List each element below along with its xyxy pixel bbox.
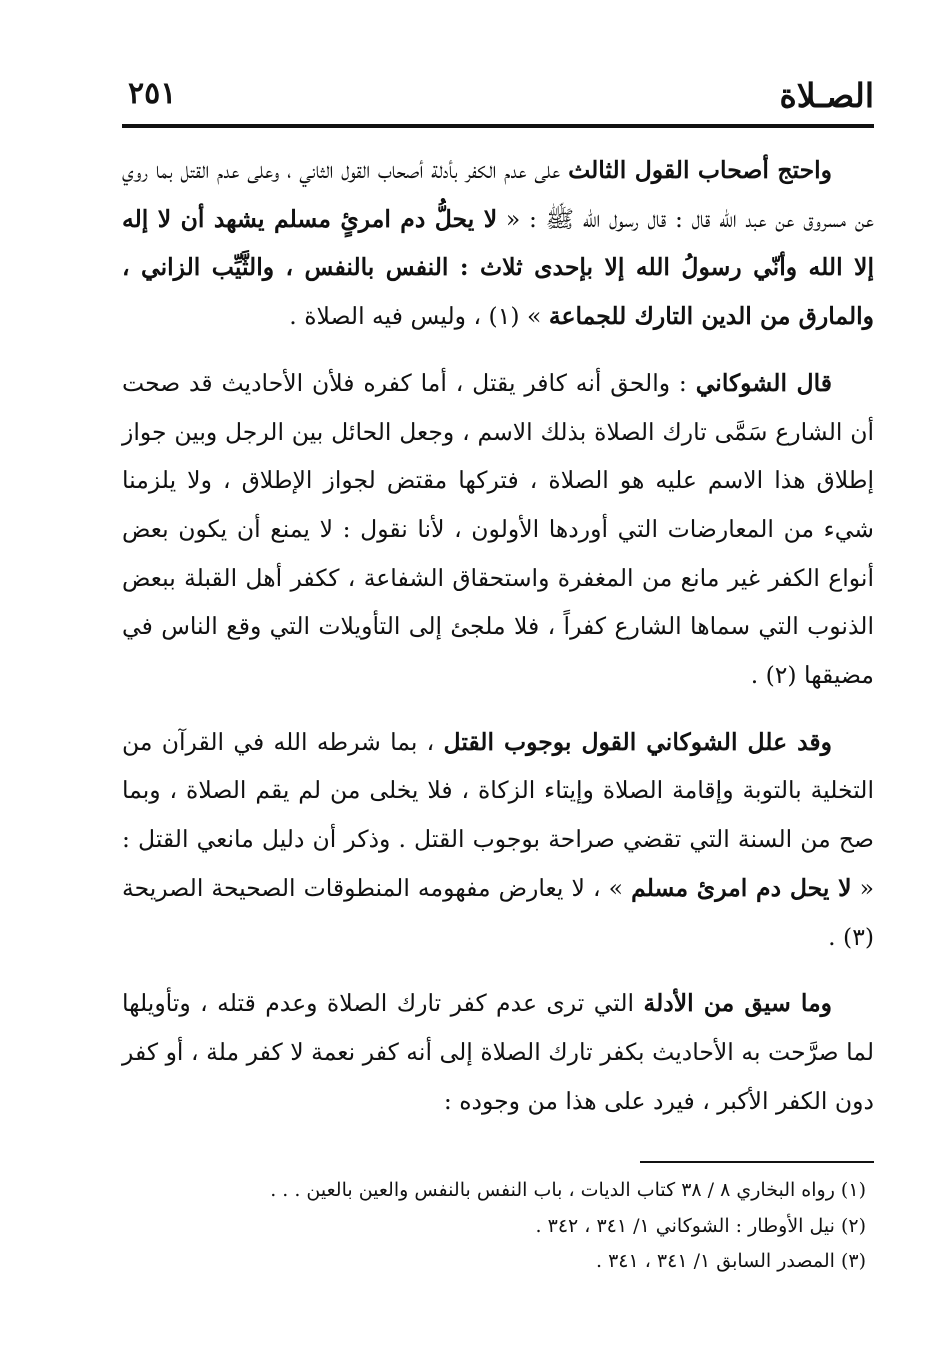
- page-number: ٢٥١: [128, 76, 177, 111]
- paragraph-evidence: [122, 979, 874, 1125]
- bold-phrase: واحتج أصحاب القول الثالث: [568, 156, 832, 184]
- paragraph-text: على عدم الكفر بأدلة أصحاب القول الثاني ، وعلى عدم القتل بما روي عن مسروق عن عبد الله قال : قال رسول الله ﷺ : «: [122, 156, 874, 233]
- paragraph-shawkani: [122, 359, 874, 700]
- paragraph-text: » (١) ، وليس فيه الصلاة .: [289, 302, 549, 331]
- footnote-2: (٢) نيل الأوطار : الشوكاني ١/ ٣٤١ ، ٣٤٢ .: [535, 1214, 866, 1237]
- paragraph-third-opinion: [122, 146, 874, 341]
- footnote-3: (٣) المصدر السابق ١/ ٣٤١ ، ٣٤١ .: [595, 1250, 866, 1272]
- paragraph-text: التي ترى عدم كفر تارك الصلاة وعدم قتله ، وتأويلها لما صرَّحت به الأحاديث بكفر تارك الصلاة إلى أنه كفر نعمة لا كفر ملة ، أو كفر دون الكفر الأكبر ، فيرد على هذا من وجوده :: [122, 989, 874, 1115]
- running-title: الصـلاة: [779, 76, 874, 115]
- bold-phrase: قال الشوكاني: [695, 368, 833, 397]
- page-header: [122, 62, 874, 122]
- footnote-1: (١) رواه البخاري ٨ / ٣٨ كتاب الديات ، باب النفس بالنفس والعين بالعين . . .: [270, 1179, 866, 1201]
- main-text: [122, 146, 874, 1143]
- bold-phrase: وما سيق من الأدلة: [643, 989, 833, 1018]
- paragraph-text: » ، لا يعارض مفهومه المنطوقات الصحيحة الصريحة (٣) .: [122, 873, 874, 951]
- paragraph-text: ، بما شرطه الله في القرآن من التخلية بالتوبة وإقامة الصلاة وإيتاء الزكاة ، فلا يخلى من لم يقم الصلاة ، وبما صح من السنة التي تقضي صراحة بوجوب القتل . وذكر أن دليل مانعي القتل : «: [122, 727, 874, 902]
- bold-phrase: وقد علل الشوكاني القول بوجوب القتل: [443, 727, 832, 756]
- paragraph-shawkani-killing: [122, 718, 874, 962]
- paragraph-text: : والحق أنه كافر يقتل ، أما كفره فلأن الأحاديث قد صحت أن الشارع سَمَّى تارك الصلاة بذلك الاسم ، وجعل الحائل بين الرجل وبين جواز إطلاق هذا الاسم عليه هو الصلاة ، فتركها مقتض لجواز الإطلاق ، ولا يلزمنا شيء من المعارضات التي أوردها الأولون ، لأنا نقول : لا يمنع أن يكون بعض أنواع الكفر غير مانع من المغفرة واستحقاق الشفاعة ، ككفر أهل القبلة ببعض الذنوب التي سماها الشارع كفراً ، فلا ملجئ إلى التأويلات التي وقع الناس في مضيقها (٢) .: [122, 368, 874, 690]
- hadith-quote: لا يحل دم امرئ مسلم: [631, 873, 852, 902]
- hadith-quote: لا يحلُّ دم امرئٍ مسلم يشهد أن لا إله إلا الله وأنّي رسولُ الله إلا بإحدى ثلاث : النفس بالنفس ، والثَّيِّب الزاني ، والمارق من الدين التارك للجماعة: [122, 204, 874, 331]
- footnotes: [122, 1173, 866, 1280]
- header-rule: [122, 124, 874, 128]
- footnote-rule: [640, 1161, 874, 1163]
